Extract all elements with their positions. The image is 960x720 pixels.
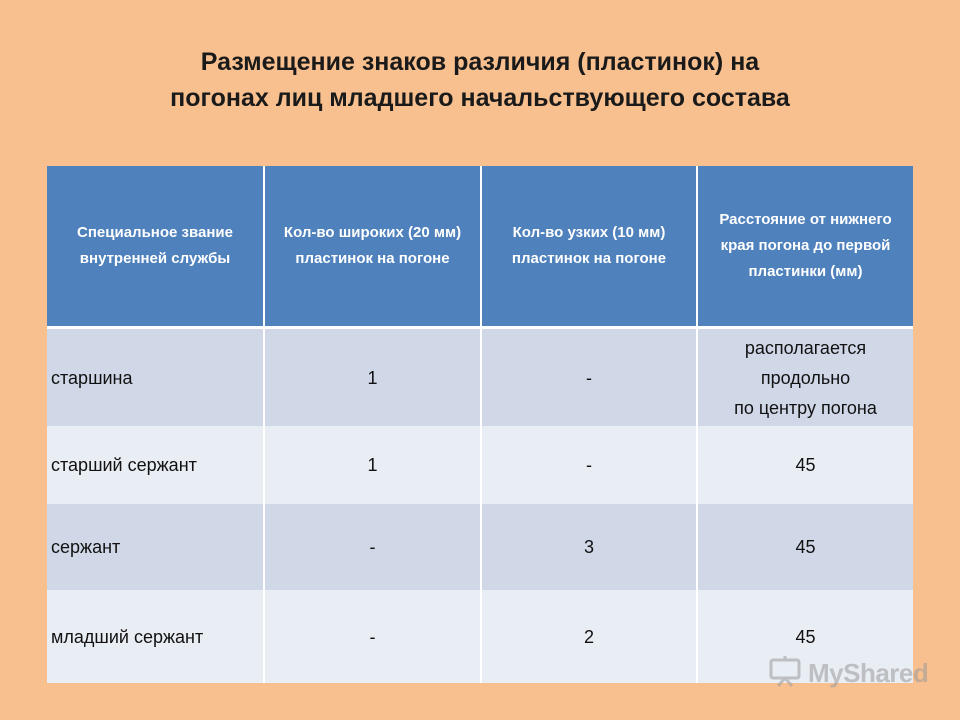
header-rank: Специальное звание внутренней службы [47, 166, 264, 328]
slide-title-line-1: Размещение знаков различия (пластинок) на [200, 48, 760, 76]
table-header-row [47, 166, 913, 328]
insignia-table [47, 166, 913, 683]
table-row [47, 426, 913, 504]
watermark [768, 654, 928, 693]
presentation-board-icon [768, 654, 802, 693]
cell-distance-line: по центру погона [734, 397, 877, 418]
cell-rank: старшина [47, 328, 264, 427]
slide-title [40, 44, 920, 116]
cell-narrow: - [481, 426, 697, 504]
table-row [47, 328, 913, 427]
cell-narrow: 3 [481, 504, 697, 590]
header-wide-plates: Кол-во широких (20 мм) пластинок на погоне [264, 166, 481, 328]
watermark-text: MyShared [808, 658, 929, 688]
cell-rank: младший сержант [47, 590, 264, 683]
cell-distance-line: располагается [744, 337, 867, 358]
cell-distance-line: продольно [760, 367, 851, 388]
cell-distance: 45 [697, 426, 913, 504]
header-distance: Расстояние от нижнего края погона до первой пластинки (мм) [697, 166, 913, 328]
cell-wide: - [264, 504, 481, 590]
cell-wide: 1 [264, 328, 481, 427]
cell-wide: 1 [264, 426, 481, 504]
cell-wide: - [264, 590, 481, 683]
slide-title-line-2: погонах лиц младшего начальствующего состава [170, 84, 790, 112]
cell-distance [697, 328, 913, 427]
header-narrow-plates: Кол-во узких (10 мм) пластинок на погоне [481, 166, 697, 328]
cell-narrow: 2 [481, 590, 697, 683]
table-row [47, 504, 913, 590]
cell-distance: 45 [697, 590, 913, 683]
cell-rank: старший сержант [47, 426, 264, 504]
cell-distance: 45 [697, 504, 913, 590]
cell-narrow: - [481, 328, 697, 427]
cell-rank: сержант [47, 504, 264, 590]
